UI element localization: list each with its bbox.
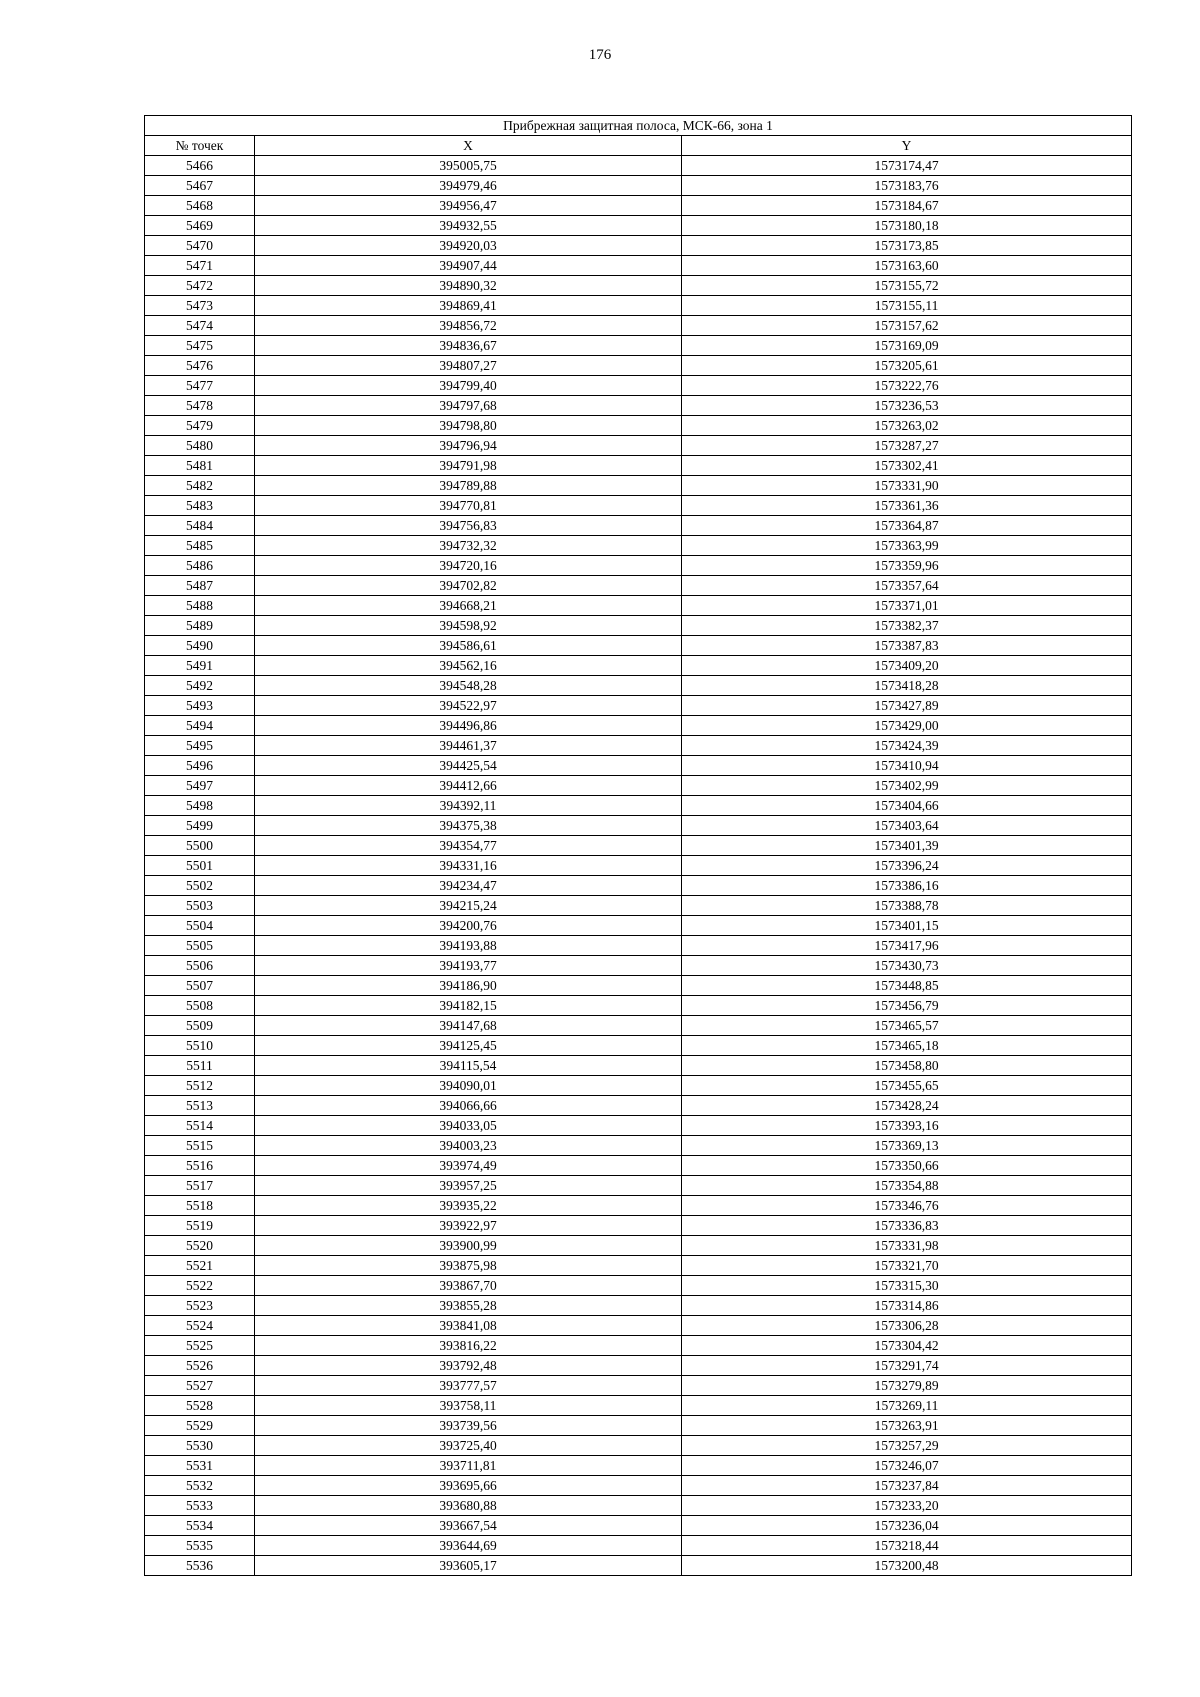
table-row	[145, 1256, 1132, 1276]
table-row	[145, 1456, 1132, 1476]
x-coordinate-cell: 393695,66	[255, 1476, 682, 1496]
y-coordinate-cell: 1573184,67	[682, 196, 1132, 216]
table-row	[145, 536, 1132, 556]
x-coordinate-cell: 394234,47	[255, 876, 682, 896]
y-coordinate-cell: 1573321,70	[682, 1256, 1132, 1276]
point-number-cell: 5470	[145, 236, 255, 256]
table-row	[145, 1396, 1132, 1416]
y-coordinate-cell: 1573236,04	[682, 1516, 1132, 1536]
x-coordinate-cell: 394193,88	[255, 936, 682, 956]
x-coordinate-cell: 394125,45	[255, 1036, 682, 1056]
point-number-cell: 5503	[145, 896, 255, 916]
point-number-cell: 5485	[145, 536, 255, 556]
x-coordinate-cell: 394807,27	[255, 356, 682, 376]
table-row	[145, 836, 1132, 856]
x-coordinate-cell: 394562,16	[255, 656, 682, 676]
x-coordinate-cell: 394354,77	[255, 836, 682, 856]
column-header-y: Y	[682, 136, 1132, 156]
x-coordinate-cell: 394331,16	[255, 856, 682, 876]
point-number-cell: 5498	[145, 796, 255, 816]
x-coordinate-cell: 393935,22	[255, 1196, 682, 1216]
x-coordinate-cell: 394033,05	[255, 1116, 682, 1136]
y-coordinate-cell: 1573302,41	[682, 456, 1132, 476]
point-number-cell: 5469	[145, 216, 255, 236]
point-number-cell: 5501	[145, 856, 255, 876]
table-row	[145, 1556, 1132, 1576]
y-coordinate-cell: 1573246,07	[682, 1456, 1132, 1476]
y-coordinate-cell: 1573369,13	[682, 1136, 1132, 1156]
y-coordinate-cell: 1573169,09	[682, 336, 1132, 356]
point-number-cell: 5507	[145, 976, 255, 996]
x-coordinate-cell: 394412,66	[255, 776, 682, 796]
x-coordinate-cell: 394548,28	[255, 676, 682, 696]
x-coordinate-cell: 393725,40	[255, 1436, 682, 1456]
x-coordinate-cell: 394956,47	[255, 196, 682, 216]
point-number-cell: 5522	[145, 1276, 255, 1296]
table-row	[145, 376, 1132, 396]
point-number-cell: 5514	[145, 1116, 255, 1136]
table-row	[145, 1236, 1132, 1256]
point-number-cell: 5530	[145, 1436, 255, 1456]
x-coordinate-cell: 394066,66	[255, 1096, 682, 1116]
y-coordinate-cell: 1573257,29	[682, 1436, 1132, 1456]
point-number-cell: 5466	[145, 156, 255, 176]
table-row	[145, 1116, 1132, 1136]
y-coordinate-cell: 1573350,66	[682, 1156, 1132, 1176]
y-coordinate-cell: 1573155,72	[682, 276, 1132, 296]
point-number-cell: 5524	[145, 1316, 255, 1336]
table-row	[145, 616, 1132, 636]
table-row	[145, 1496, 1132, 1516]
table-row	[145, 556, 1132, 576]
point-number-cell: 5534	[145, 1516, 255, 1536]
x-coordinate-cell: 394836,67	[255, 336, 682, 356]
x-coordinate-cell: 393777,57	[255, 1376, 682, 1396]
x-coordinate-cell: 394668,21	[255, 596, 682, 616]
table-row	[145, 236, 1132, 256]
table-row	[145, 216, 1132, 236]
point-number-cell: 5471	[145, 256, 255, 276]
x-coordinate-cell: 394425,54	[255, 756, 682, 776]
y-coordinate-cell: 1573396,24	[682, 856, 1132, 876]
x-coordinate-cell: 394869,41	[255, 296, 682, 316]
point-number-cell: 5515	[145, 1136, 255, 1156]
y-coordinate-cell: 1573424,39	[682, 736, 1132, 756]
point-number-cell: 5467	[145, 176, 255, 196]
y-coordinate-cell: 1573359,96	[682, 556, 1132, 576]
table-row	[145, 736, 1132, 756]
x-coordinate-cell: 393680,88	[255, 1496, 682, 1516]
point-number-cell: 5479	[145, 416, 255, 436]
table-row	[145, 996, 1132, 1016]
y-coordinate-cell: 1573236,53	[682, 396, 1132, 416]
x-coordinate-cell: 394392,11	[255, 796, 682, 816]
y-coordinate-cell: 1573387,83	[682, 636, 1132, 656]
y-coordinate-cell: 1573346,76	[682, 1196, 1132, 1216]
table-row	[145, 1076, 1132, 1096]
x-coordinate-cell: 394586,61	[255, 636, 682, 656]
x-coordinate-cell: 394979,46	[255, 176, 682, 196]
point-number-cell: 5490	[145, 636, 255, 656]
table-row	[145, 1296, 1132, 1316]
x-coordinate-cell: 394090,01	[255, 1076, 682, 1096]
point-number-cell: 5517	[145, 1176, 255, 1196]
point-number-cell: 5526	[145, 1356, 255, 1376]
x-coordinate-cell: 394215,24	[255, 896, 682, 916]
y-coordinate-cell: 1573174,47	[682, 156, 1132, 176]
point-number-cell: 5518	[145, 1196, 255, 1216]
point-number-cell: 5529	[145, 1416, 255, 1436]
y-coordinate-cell: 1573218,44	[682, 1536, 1132, 1556]
y-coordinate-cell: 1573401,15	[682, 916, 1132, 936]
table-row	[145, 336, 1132, 356]
table-row	[145, 1436, 1132, 1456]
table-row	[145, 1316, 1132, 1336]
table-row	[145, 1156, 1132, 1176]
y-coordinate-cell: 1573465,57	[682, 1016, 1132, 1036]
point-number-cell: 5495	[145, 736, 255, 756]
table-row	[145, 576, 1132, 596]
x-coordinate-cell: 394789,88	[255, 476, 682, 496]
table-row	[145, 356, 1132, 376]
y-coordinate-cell: 1573403,64	[682, 816, 1132, 836]
x-coordinate-cell: 393667,54	[255, 1516, 682, 1536]
point-number-cell: 5516	[145, 1156, 255, 1176]
x-coordinate-cell: 394200,76	[255, 916, 682, 936]
point-number-cell: 5481	[145, 456, 255, 476]
y-coordinate-cell: 1573331,98	[682, 1236, 1132, 1256]
table-row	[145, 856, 1132, 876]
point-number-cell: 5491	[145, 656, 255, 676]
y-coordinate-cell: 1573388,78	[682, 896, 1132, 916]
x-coordinate-cell: 394193,77	[255, 956, 682, 976]
x-coordinate-cell: 393875,98	[255, 1256, 682, 1276]
y-coordinate-cell: 1573304,42	[682, 1336, 1132, 1356]
y-coordinate-cell: 1573314,86	[682, 1296, 1132, 1316]
point-number-cell: 5511	[145, 1056, 255, 1076]
y-coordinate-cell: 1573458,80	[682, 1056, 1132, 1076]
x-coordinate-cell: 395005,75	[255, 156, 682, 176]
x-coordinate-cell: 394147,68	[255, 1016, 682, 1036]
point-number-cell: 5525	[145, 1336, 255, 1356]
y-coordinate-cell: 1573315,30	[682, 1276, 1132, 1296]
table-row	[145, 796, 1132, 816]
x-coordinate-cell: 394186,90	[255, 976, 682, 996]
point-number-cell: 5513	[145, 1096, 255, 1116]
column-header-point-number: № точек	[145, 136, 255, 156]
table-row	[145, 1136, 1132, 1156]
table-row	[145, 1216, 1132, 1236]
point-number-cell: 5500	[145, 836, 255, 856]
x-coordinate-cell: 394375,38	[255, 816, 682, 836]
point-number-cell: 5483	[145, 496, 255, 516]
y-coordinate-cell: 1573157,62	[682, 316, 1132, 336]
y-coordinate-cell: 1573263,91	[682, 1416, 1132, 1436]
table-row	[145, 916, 1132, 936]
point-number-cell: 5492	[145, 676, 255, 696]
point-number-cell: 5531	[145, 1456, 255, 1476]
y-coordinate-cell: 1573364,87	[682, 516, 1132, 536]
table-row	[145, 176, 1132, 196]
y-coordinate-cell: 1573418,28	[682, 676, 1132, 696]
point-number-cell: 5512	[145, 1076, 255, 1096]
x-coordinate-cell: 394702,82	[255, 576, 682, 596]
table-row	[145, 496, 1132, 516]
point-number-cell: 5510	[145, 1036, 255, 1056]
table-row	[145, 1016, 1132, 1036]
y-coordinate-cell: 1573363,99	[682, 536, 1132, 556]
point-number-cell: 5535	[145, 1536, 255, 1556]
table-row	[145, 816, 1132, 836]
x-coordinate-cell: 394856,72	[255, 316, 682, 336]
table-row	[145, 1276, 1132, 1296]
table-row	[145, 716, 1132, 736]
y-coordinate-cell: 1573306,28	[682, 1316, 1132, 1336]
y-coordinate-cell: 1573263,02	[682, 416, 1132, 436]
x-coordinate-cell: 393605,17	[255, 1556, 682, 1576]
x-coordinate-cell: 394720,16	[255, 556, 682, 576]
point-number-cell: 5475	[145, 336, 255, 356]
point-number-cell: 5527	[145, 1376, 255, 1396]
y-coordinate-cell: 1573173,85	[682, 236, 1132, 256]
table-row	[145, 676, 1132, 696]
table-row	[145, 1356, 1132, 1376]
table-row	[145, 956, 1132, 976]
y-coordinate-cell: 1573386,16	[682, 876, 1132, 896]
x-coordinate-cell: 394496,86	[255, 716, 682, 736]
y-coordinate-cell: 1573361,36	[682, 496, 1132, 516]
table-row	[145, 1416, 1132, 1436]
table-row	[145, 1096, 1132, 1116]
y-coordinate-cell: 1573465,18	[682, 1036, 1132, 1056]
point-number-cell: 5519	[145, 1216, 255, 1236]
page-number: 176	[588, 47, 612, 63]
x-coordinate-cell: 393867,70	[255, 1276, 682, 1296]
y-coordinate-cell: 1573401,39	[682, 836, 1132, 856]
y-coordinate-cell: 1573455,65	[682, 1076, 1132, 1096]
point-number-cell: 5521	[145, 1256, 255, 1276]
x-coordinate-cell: 393816,22	[255, 1336, 682, 1356]
point-number-cell: 5536	[145, 1556, 255, 1576]
table-row	[145, 936, 1132, 956]
y-coordinate-cell: 1573417,96	[682, 936, 1132, 956]
table-row	[145, 436, 1132, 456]
table-header-row	[145, 136, 1132, 156]
point-number-cell: 5494	[145, 716, 255, 736]
x-coordinate-cell: 394115,54	[255, 1056, 682, 1076]
point-number-cell: 5497	[145, 776, 255, 796]
y-coordinate-cell: 1573155,11	[682, 296, 1132, 316]
point-number-cell: 5477	[145, 376, 255, 396]
x-coordinate-cell: 393855,28	[255, 1296, 682, 1316]
x-coordinate-cell: 394907,44	[255, 256, 682, 276]
y-coordinate-cell: 1573357,64	[682, 576, 1132, 596]
table-row	[145, 276, 1132, 296]
x-coordinate-cell: 394890,32	[255, 276, 682, 296]
x-coordinate-cell: 393644,69	[255, 1536, 682, 1556]
point-number-cell: 5480	[145, 436, 255, 456]
x-coordinate-cell: 394798,80	[255, 416, 682, 436]
x-coordinate-cell: 393711,81	[255, 1456, 682, 1476]
x-coordinate-cell: 393841,08	[255, 1316, 682, 1336]
table-row	[145, 1516, 1132, 1536]
point-number-cell: 5468	[145, 196, 255, 216]
point-number-cell: 5504	[145, 916, 255, 936]
table-row	[145, 976, 1132, 996]
x-coordinate-cell: 394920,03	[255, 236, 682, 256]
point-number-cell: 5478	[145, 396, 255, 416]
table-row	[145, 1476, 1132, 1496]
x-coordinate-cell: 393792,48	[255, 1356, 682, 1376]
table-row	[145, 896, 1132, 916]
x-coordinate-cell: 393957,25	[255, 1176, 682, 1196]
x-coordinate-cell: 394932,55	[255, 216, 682, 236]
x-coordinate-cell: 394003,23	[255, 1136, 682, 1156]
x-coordinate-cell: 394799,40	[255, 376, 682, 396]
table-row	[145, 1336, 1132, 1356]
table-row	[145, 596, 1132, 616]
point-number-cell: 5482	[145, 476, 255, 496]
table-row	[145, 756, 1132, 776]
point-number-cell: 5496	[145, 756, 255, 776]
y-coordinate-cell: 1573291,74	[682, 1356, 1132, 1376]
table-row	[145, 416, 1132, 436]
table-row	[145, 396, 1132, 416]
point-number-cell: 5523	[145, 1296, 255, 1316]
y-coordinate-cell: 1573409,20	[682, 656, 1132, 676]
y-coordinate-cell: 1573279,89	[682, 1376, 1132, 1396]
point-number-cell: 5489	[145, 616, 255, 636]
point-number-cell: 5508	[145, 996, 255, 1016]
table-row	[145, 1196, 1132, 1216]
y-coordinate-cell: 1573402,99	[682, 776, 1132, 796]
coordinates-table	[144, 115, 1132, 1576]
x-coordinate-cell: 393739,56	[255, 1416, 682, 1436]
table-row	[145, 516, 1132, 536]
table-row	[145, 1536, 1132, 1556]
point-number-cell: 5502	[145, 876, 255, 896]
x-coordinate-cell: 394796,94	[255, 436, 682, 456]
table-row	[145, 256, 1132, 276]
point-number-cell: 5505	[145, 936, 255, 956]
table-row	[145, 776, 1132, 796]
table-title: Прибрежная защитная полоса, МСК-66, зона 1	[145, 116, 1132, 136]
table-row	[145, 316, 1132, 336]
y-coordinate-cell: 1573371,01	[682, 596, 1132, 616]
x-coordinate-cell: 394797,68	[255, 396, 682, 416]
point-number-cell: 5499	[145, 816, 255, 836]
point-number-cell: 5487	[145, 576, 255, 596]
table-row	[145, 1376, 1132, 1396]
y-coordinate-cell: 1573448,85	[682, 976, 1132, 996]
point-number-cell: 5493	[145, 696, 255, 716]
table-row	[145, 1056, 1132, 1076]
y-coordinate-cell: 1573404,66	[682, 796, 1132, 816]
x-coordinate-cell: 393900,99	[255, 1236, 682, 1256]
y-coordinate-cell: 1573233,20	[682, 1496, 1132, 1516]
table-row	[145, 1036, 1132, 1056]
point-number-cell: 5474	[145, 316, 255, 336]
table-row	[145, 696, 1132, 716]
x-coordinate-cell: 394522,97	[255, 696, 682, 716]
y-coordinate-cell: 1573183,76	[682, 176, 1132, 196]
point-number-cell: 5473	[145, 296, 255, 316]
x-coordinate-cell: 393922,97	[255, 1216, 682, 1236]
y-coordinate-cell: 1573410,94	[682, 756, 1132, 776]
y-coordinate-cell: 1573180,18	[682, 216, 1132, 236]
y-coordinate-cell: 1573237,84	[682, 1476, 1132, 1496]
point-number-cell: 5506	[145, 956, 255, 976]
x-coordinate-cell: 394770,81	[255, 496, 682, 516]
x-coordinate-cell: 394598,92	[255, 616, 682, 636]
y-coordinate-cell: 1573222,76	[682, 376, 1132, 396]
y-coordinate-cell: 1573456,79	[682, 996, 1132, 1016]
point-number-cell: 5472	[145, 276, 255, 296]
table-row	[145, 196, 1132, 216]
point-number-cell: 5484	[145, 516, 255, 536]
point-number-cell: 5486	[145, 556, 255, 576]
table-row	[145, 876, 1132, 896]
point-number-cell: 5532	[145, 1476, 255, 1496]
table-row	[145, 656, 1132, 676]
point-number-cell: 5533	[145, 1496, 255, 1516]
point-number-cell: 5520	[145, 1236, 255, 1256]
y-coordinate-cell: 1573287,27	[682, 436, 1132, 456]
x-coordinate-cell: 393758,11	[255, 1396, 682, 1416]
y-coordinate-cell: 1573163,60	[682, 256, 1132, 276]
y-coordinate-cell: 1573428,24	[682, 1096, 1132, 1116]
x-coordinate-cell: 394732,32	[255, 536, 682, 556]
point-number-cell: 5509	[145, 1016, 255, 1036]
point-number-cell: 5476	[145, 356, 255, 376]
point-number-cell: 5528	[145, 1396, 255, 1416]
x-coordinate-cell: 394791,98	[255, 456, 682, 476]
x-coordinate-cell: 393974,49	[255, 1156, 682, 1176]
table-row	[145, 636, 1132, 656]
point-number-cell: 5488	[145, 596, 255, 616]
table-row	[145, 156, 1132, 176]
y-coordinate-cell: 1573269,11	[682, 1396, 1132, 1416]
y-coordinate-cell: 1573354,88	[682, 1176, 1132, 1196]
y-coordinate-cell: 1573331,90	[682, 476, 1132, 496]
table-title-row	[145, 116, 1132, 136]
y-coordinate-cell: 1573427,89	[682, 696, 1132, 716]
column-header-x: X	[255, 136, 682, 156]
x-coordinate-cell: 394461,37	[255, 736, 682, 756]
y-coordinate-cell: 1573205,61	[682, 356, 1132, 376]
y-coordinate-cell: 1573200,48	[682, 1556, 1132, 1576]
y-coordinate-cell: 1573429,00	[682, 716, 1132, 736]
y-coordinate-cell: 1573393,16	[682, 1116, 1132, 1136]
y-coordinate-cell: 1573430,73	[682, 956, 1132, 976]
table-body	[145, 156, 1132, 1576]
table-row	[145, 476, 1132, 496]
x-coordinate-cell: 394182,15	[255, 996, 682, 1016]
table-row	[145, 296, 1132, 316]
table-row	[145, 1176, 1132, 1196]
y-coordinate-cell: 1573336,83	[682, 1216, 1132, 1236]
x-coordinate-cell: 394756,83	[255, 516, 682, 536]
table-row	[145, 456, 1132, 476]
y-coordinate-cell: 1573382,37	[682, 616, 1132, 636]
